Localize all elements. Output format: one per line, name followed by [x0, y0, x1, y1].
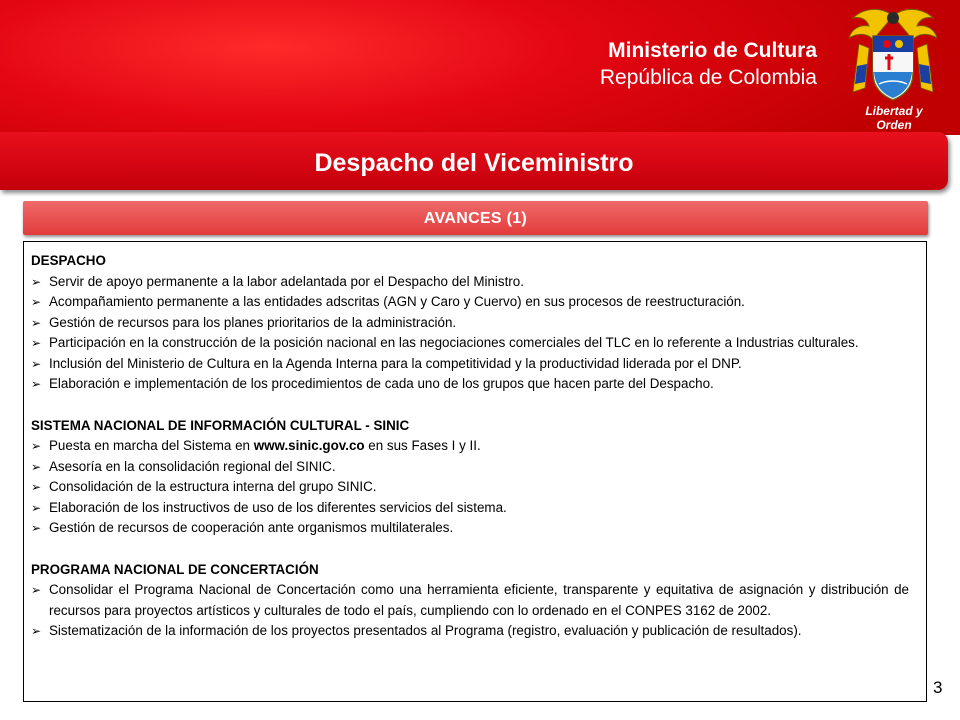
page-title: Despacho del Viceministro	[314, 149, 634, 177]
list-item-text: Gestión de recursos para los planes prioritarios de la administración.	[49, 314, 457, 330]
list-item-text: Participación en la construcción de la posición nacional en las negociaciones comerciales del TLC en lo referente a Industrias culturales.	[49, 335, 859, 350]
bullet-arrow-icon: ➢	[31, 356, 42, 371]
list-item	[31, 436, 909, 457]
section-heading: SISTEMA NACIONAL DE INFORMACIÓN CULTURAL - SINIC	[31, 417, 410, 433]
title-bar	[0, 132, 948, 190]
bullet-arrow-icon: ➢	[31, 336, 42, 350]
list-item-text: Acompañamiento permanente a las entidades adscritas (AGN y Caro y Cuervo) en sus procesos de reestructuración.	[49, 294, 745, 309]
bullet-arrow-icon: ➢	[31, 624, 42, 638]
list-item	[31, 313, 909, 334]
bullet-arrow-icon: ➢	[31, 500, 42, 515]
list-item	[31, 292, 909, 313]
list-item-text: Elaboración e implementación de los procedimientos de cada uno de los grupos que hacen parte del Despacho.	[49, 376, 714, 391]
list-item-text: Servir de apoyo permanente a la labor adelantada por el Despacho del Ministro.	[49, 273, 524, 289]
list-item	[31, 477, 909, 498]
list-item-text: Puesta en marcha del Sistema en www.sinic.gov.co en sus Fases I y II.	[49, 438, 481, 453]
list-item	[31, 374, 909, 395]
bullet-arrow-icon: ➢	[31, 274, 42, 289]
list-item-text: Inclusión del Ministerio de Cultura en la Agenda Interna para la competitividad y la productividad liderada por el DNP.	[49, 355, 742, 371]
bullet-arrow-icon: ➢	[31, 480, 42, 494]
list-item	[31, 354, 909, 375]
bullet-arrow-icon: ➢	[31, 377, 42, 391]
content-body	[31, 251, 909, 642]
list-item-text: Sistematización de la información de los proyectos presentados al Programa (registro, evaluación y publicación de resultados).	[49, 623, 802, 638]
section-spacer	[31, 395, 909, 416]
list-item	[31, 498, 909, 519]
bullet-arrow-icon: ➢	[31, 521, 42, 535]
section-heading: DESPACHO	[31, 253, 106, 268]
ministry-name: Ministerio de Cultura	[608, 39, 817, 62]
motto-text: Libertad y Orden	[865, 104, 923, 132]
list-item-text: Consolidación de la estructura interna del grupo SINIC.	[49, 479, 377, 494]
bullet-arrow-icon: ➢	[31, 459, 42, 474]
bullet-arrow-icon: ➢	[31, 295, 42, 309]
bullet-arrow-icon: ➢	[31, 583, 42, 597]
ministry-block	[600, 38, 817, 92]
ministry-country: República de Colombia	[599, 66, 817, 89]
section-bar	[23, 201, 928, 235]
bullet-arrow-icon: ➢	[31, 315, 42, 330]
list-item	[31, 518, 909, 539]
list-item	[31, 580, 909, 621]
section-heading: PROGRAMA NACIONAL DE CONCERTACIÓN	[31, 561, 319, 577]
list-item	[31, 333, 909, 354]
section-spacer	[31, 539, 909, 560]
page-number: 3	[933, 678, 943, 697]
list-item-text: Elaboración de los instructivos de uso de los diferentes servicios del sistema.	[49, 499, 507, 515]
list-item	[31, 272, 909, 293]
list-item	[31, 457, 909, 478]
list-item-text: Consolidar el Programa Nacional de Concertación como una herramienta eficiente, transparente y equitativa de asignación y distribución de recursos para proyectos artísticos y culturales de todo el país, cumpliendo con lo ordenado en el CONPES 3162 de 2002.	[49, 582, 909, 618]
header-banner	[0, 0, 960, 135]
list-item-text: Asesoría en la consolidación regional del SINIC.	[49, 458, 336, 474]
list-item	[31, 621, 909, 642]
section-title: AVANCES (1)	[423, 210, 528, 227]
bullet-arrow-icon: ➢	[31, 439, 42, 453]
sinic-url: www.sinic.gov.co	[253, 438, 365, 453]
list-item-text: Gestión de recursos de cooperación ante organismos multilaterales.	[49, 520, 454, 535]
